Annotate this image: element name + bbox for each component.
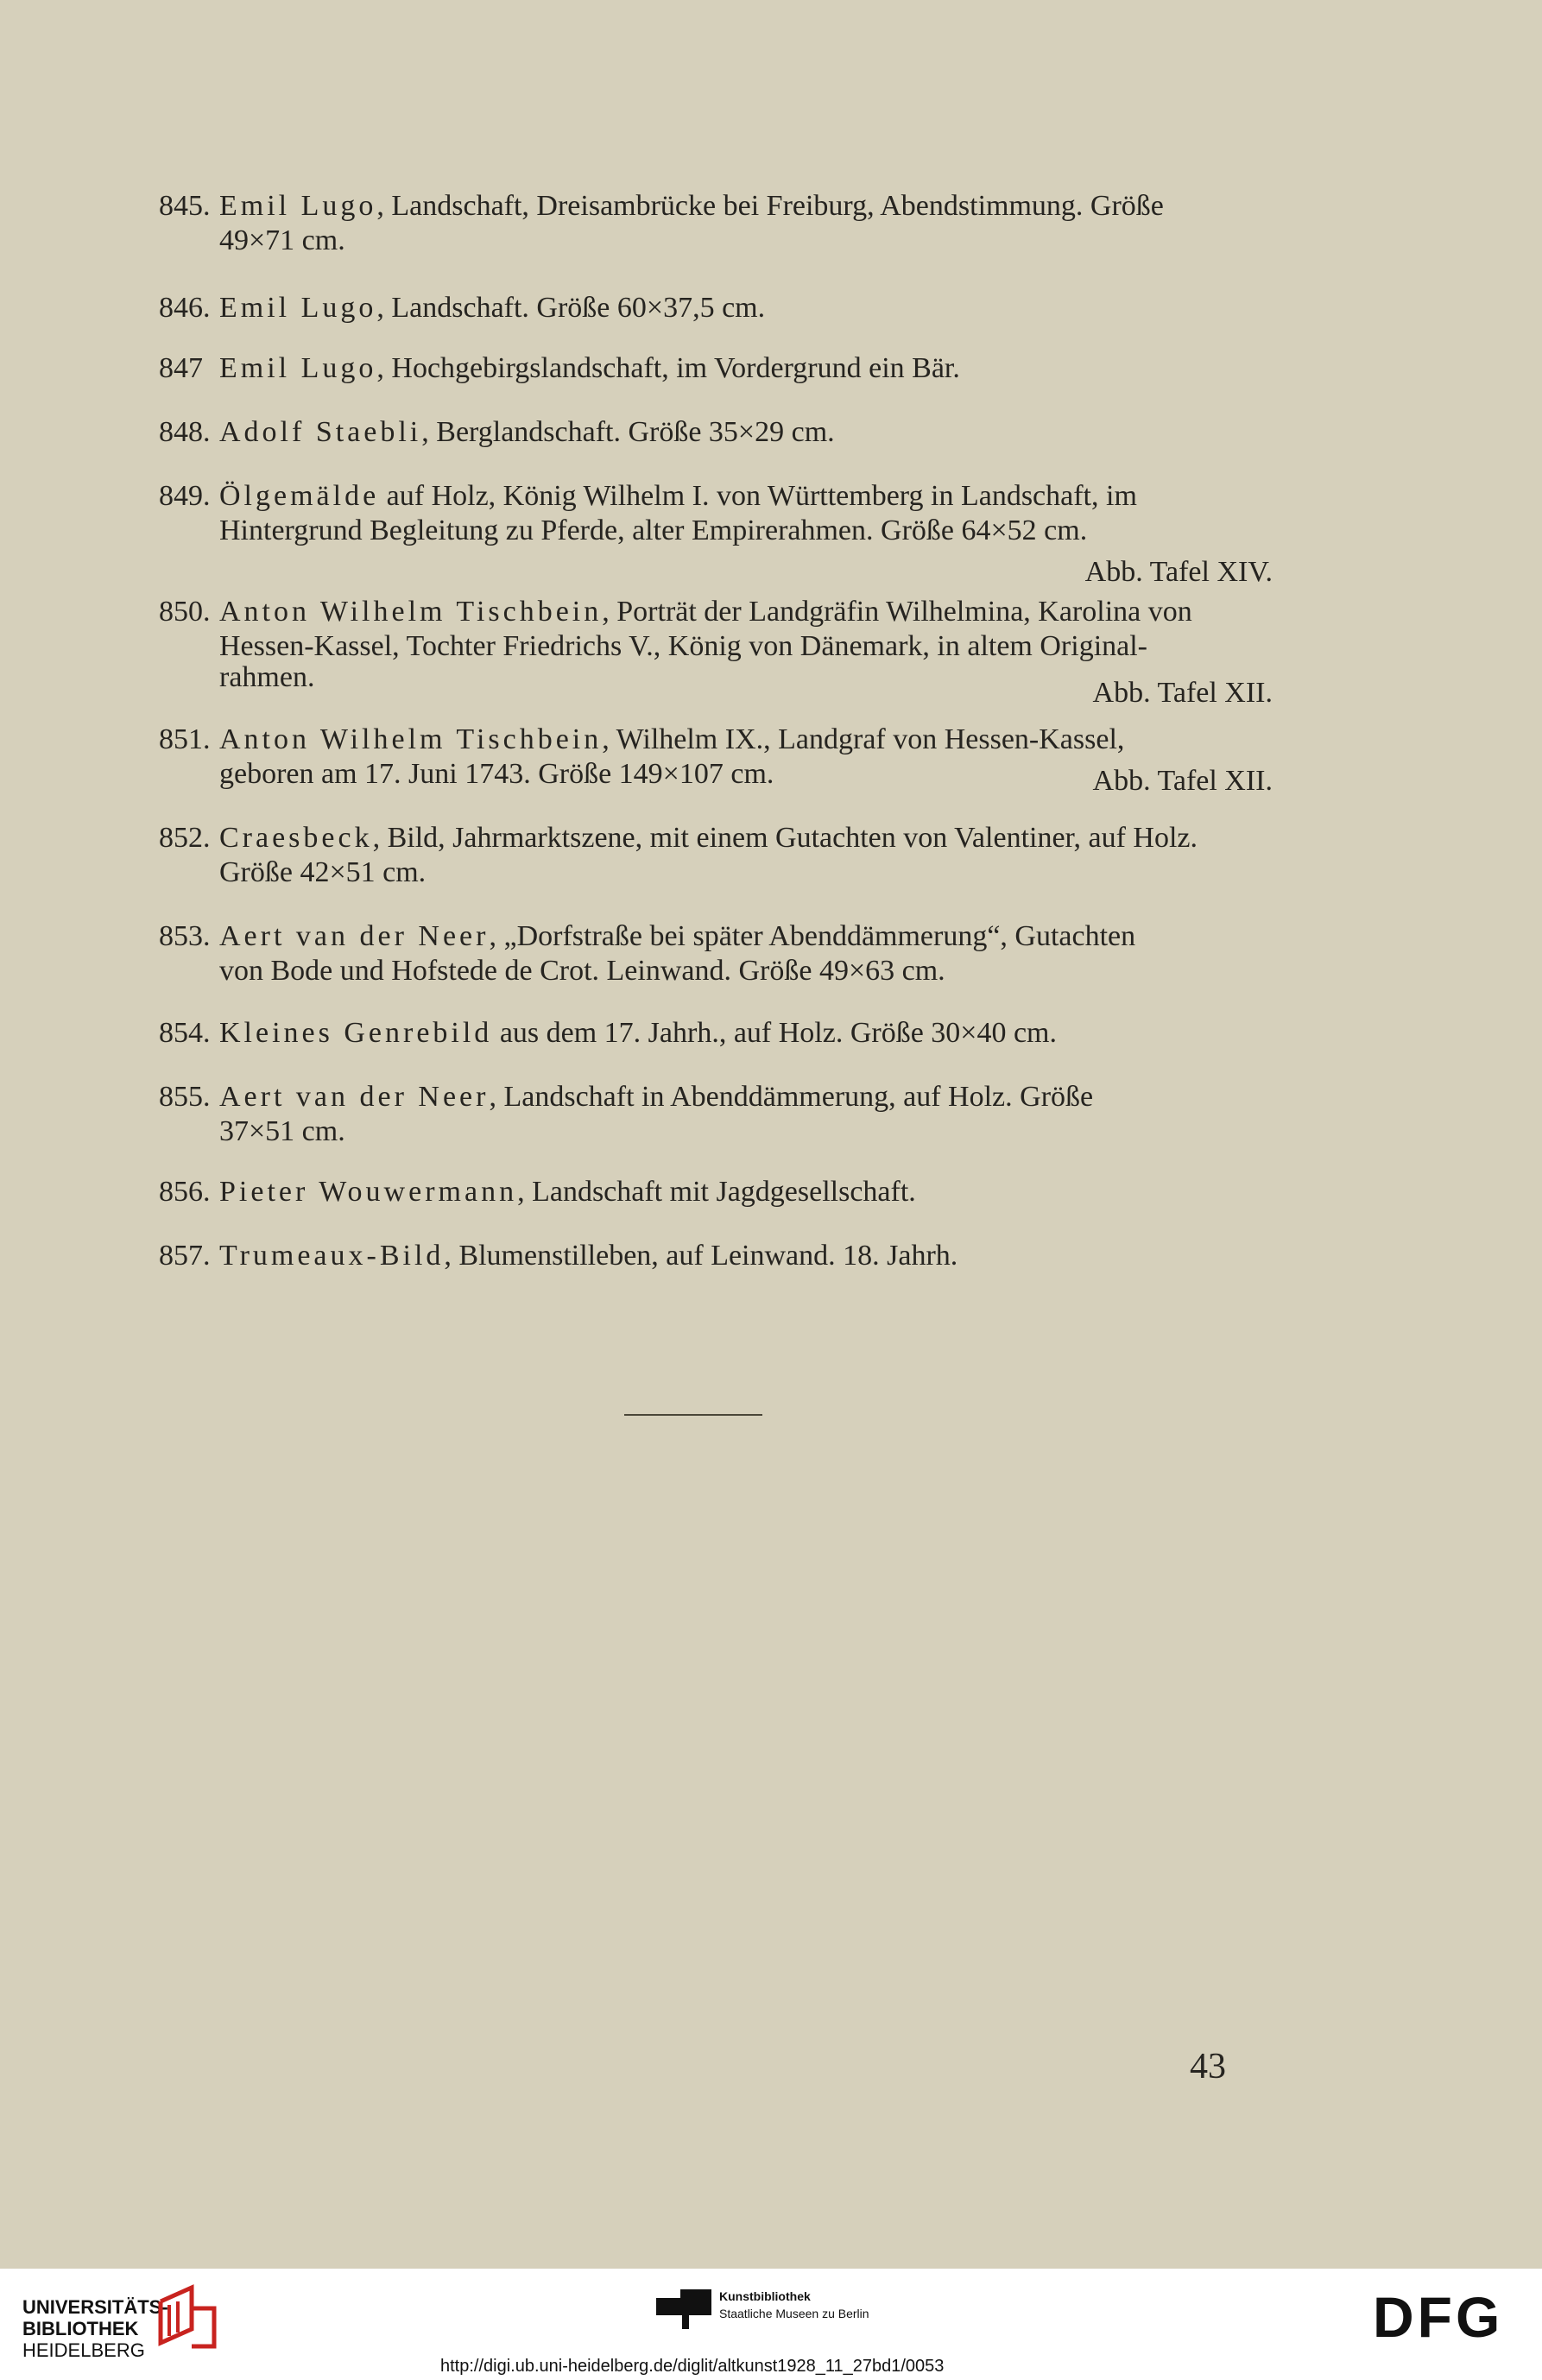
entry-text-line2: 49×71 cm. <box>219 224 345 256</box>
ub-logo-icon <box>157 2282 218 2352</box>
entry-text: , Landschaft mit Jagdgesellschaft. <box>517 1176 916 1208</box>
page-number: 43 <box>1190 2047 1226 2086</box>
entry-artist: Anton Wilhelm Tischbein <box>219 723 603 755</box>
plate-reference: Abb. Tafel XII. <box>1092 677 1273 709</box>
entry-number: 851. <box>159 723 211 755</box>
entry-artist: Kleines Genrebild <box>219 1017 493 1049</box>
entry-number: 855. <box>159 1081 211 1113</box>
entry-number: 854. <box>159 1017 211 1049</box>
entry-number: 850. <box>159 596 211 628</box>
entry-text-line2: geboren am 17. Juni 1743. Größe 149×107 cm. <box>219 758 774 790</box>
entry-text: , Wilhelm IX., Landgraf von Hessen-Kassel, <box>602 723 1125 755</box>
entry-number: 847 <box>159 352 203 384</box>
entry-text: , Bild, Jahrmarktszene, mit einem Gutachten von Valentiner, auf Holz. <box>372 822 1198 854</box>
entry-artist: Aert van der Neer <box>219 1081 490 1113</box>
kunstbibliothek-logo-icon <box>656 2289 711 2329</box>
dfg-logo[interactable]: DFG <box>1373 2285 1504 2349</box>
entry-artist: Aert van der Neer <box>219 920 490 952</box>
entry-number: 849. <box>159 480 211 512</box>
section-divider <box>624 1414 762 1416</box>
entry-number: 845. <box>159 190 211 222</box>
source-url[interactable]: http://digi.ub.uni-heidelberg.de/diglit/altkunst1928_11_27bd1/0053 <box>440 2357 945 2376</box>
entry-text-line2: von Bode und Hofstede de Crot. Leinwand. Größe 49×63 cm. <box>219 955 945 987</box>
entry-text: , Hochgebirgslandschaft, im Vordergrund ein Bär. <box>376 352 960 384</box>
kb-line-1: Kunstbibliothek <box>719 2289 811 2303</box>
entry-text: , Blumenstilleben, auf Leinwand. 18. Jahrh. <box>444 1240 958 1272</box>
plate-reference: Abb. Tafel XII. <box>1092 765 1273 797</box>
entry-text: , Landschaft, Dreisambrücke bei Freiburg, Abendstimmung. Größe <box>376 190 1164 222</box>
kunstbibliothek-logo-text[interactable] <box>719 2288 869 2322</box>
entry-text: , Berglandschaft. Größe 35×29 cm. <box>421 416 835 448</box>
ub-line-1: UNIVERSITÄTS- <box>22 2296 168 2318</box>
entry-text: , Landschaft. Größe 60×37,5 cm. <box>376 292 766 324</box>
entry-number: 846. <box>159 292 211 324</box>
entry-number: 856. <box>159 1176 211 1208</box>
entry-number: 852. <box>159 822 211 854</box>
entry-artist: Emil Lugo <box>219 352 377 384</box>
ub-heidelberg-logo-text[interactable] <box>22 2296 168 2361</box>
entry-text: , Landschaft in Abenddämmerung, auf Holz. Größe <box>489 1081 1094 1113</box>
entry-artist: Emil Lugo <box>219 292 377 324</box>
entry-text: aus dem 17. Jahrh., auf Holz. Größe 30×40 cm. <box>492 1017 1057 1049</box>
entry-number: 857. <box>159 1240 211 1272</box>
entry-artist: Trumeaux-Bild <box>219 1240 445 1272</box>
entry-artist: Emil Lugo <box>219 190 377 222</box>
ub-line-2: BIBLIOTHEK <box>22 2318 139 2339</box>
entry-text: auf Holz, König Wilhelm I. von Württemberg in Landschaft, im <box>379 480 1137 512</box>
entry-artist: Adolf Staebli <box>219 416 422 448</box>
entry-text: , Porträt der Landgräfin Wilhelmina, Karolina von <box>602 596 1192 628</box>
entry-text-line2: Hessen-Kassel, Tochter Friedrichs V., König von Dänemark, in altem Original- <box>219 630 1148 662</box>
entry-artist: Ölgemälde <box>219 480 380 512</box>
entry-artist: Craesbeck <box>219 822 373 854</box>
entry-number: 848. <box>159 416 211 448</box>
kb-line-2: Staatliche Museen zu Berlin <box>719 2307 869 2320</box>
entry-text: , „Dorfstraße bei später Abenddämmerung“, Gutachten <box>489 920 1136 952</box>
entry-artist: Pieter Wouwermann <box>219 1176 518 1208</box>
entry-text-line2: 37×51 cm. <box>219 1115 345 1147</box>
entry-text-line2: Größe 42×51 cm. <box>219 856 427 888</box>
plate-reference: Abb. Tafel XIV. <box>1084 556 1273 588</box>
entry-text-line2: Hintergrund Begleitung zu Pferde, alter Empirerahmen. Größe 64×52 cm. <box>219 515 1088 546</box>
entry-artist: Anton Wilhelm Tischbein <box>219 596 603 628</box>
ub-line-3: HEIDELBERG <box>22 2339 145 2361</box>
entry-text-line3: rahmen. <box>219 661 315 693</box>
entry-number: 853. <box>159 920 211 952</box>
